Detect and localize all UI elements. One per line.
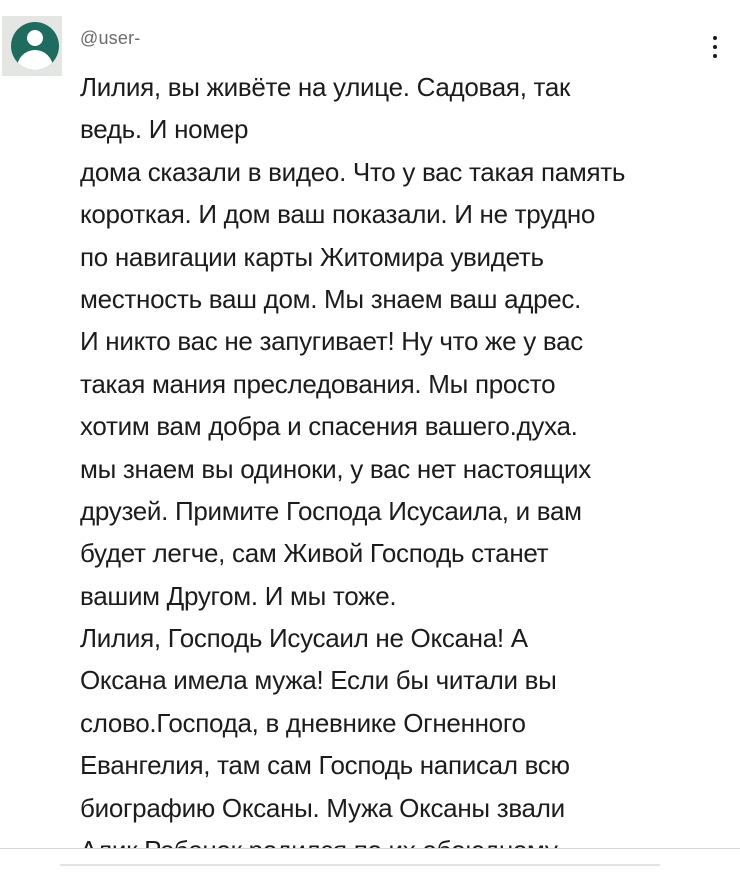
comment-line: Лилия, вы живёте на улице. Садовая, так xyxy=(80,72,571,102)
divider xyxy=(0,848,740,849)
comment-line: вашим Другом. И мы тоже. xyxy=(80,580,397,611)
comment-line: такая мания преследования. Мы просто xyxy=(80,368,556,399)
avatar[interactable] xyxy=(2,16,62,76)
cutoff-mask xyxy=(0,848,740,878)
comment-line: друзей. Примите Господа Исусаила, и вам xyxy=(80,495,582,526)
comment-author[interactable]: @user- xyxy=(80,28,141,48)
comment-line: хотим вам добра и спасения вашего.духа. xyxy=(80,411,578,442)
comment-line: И никто вас не запугивает! Ну что же у вас xyxy=(80,326,583,357)
comment-line: ведь. И номер xyxy=(80,114,249,145)
comment-line: биографию Оксаны. Мужа Оксаны звали xyxy=(80,792,565,823)
comment-line: Лилия, Господь Исусаил не Оксана! А xyxy=(80,623,528,654)
comment-line: Оксана имела мужа! Если бы читали вы xyxy=(80,665,557,696)
comment-line: по навигации карты Житомира увидеть xyxy=(80,241,544,272)
more-vert-icon[interactable] xyxy=(700,30,730,64)
comment-line: местность ваш дом. Мы знаем ваш адрес. xyxy=(80,283,582,314)
comment-line: мы знаем вы одиноки, у вас нет настоящих xyxy=(80,453,591,484)
bottom-divider xyxy=(60,864,660,866)
comment-line: слово.Господа, в дневнике Огненного xyxy=(80,707,526,738)
comment-line: будет легче, сам Живой Господь станет xyxy=(80,538,549,569)
comment-line: дома сказали в видео. Что у вас такая память xyxy=(80,156,626,187)
person-icon xyxy=(11,22,59,70)
comment-line: Евангелия, там сам Господь написал всю xyxy=(80,750,570,781)
comment-line: короткая. И дом ваш показали. И не трудно xyxy=(80,199,596,230)
comment-body xyxy=(80,66,730,871)
